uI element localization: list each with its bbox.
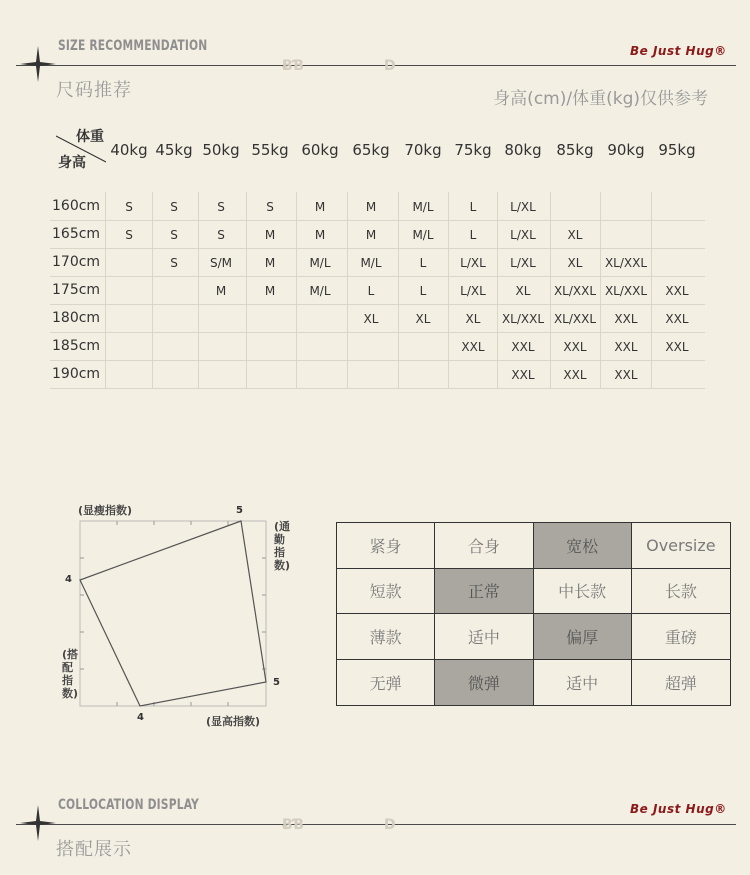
size-cell: M (264, 284, 276, 298)
weight-header: 90kg (607, 141, 645, 159)
table-row-divider (50, 220, 705, 221)
footer-divider (16, 824, 736, 825)
size-cell: M (365, 200, 377, 214)
attribute-cell: Oversize (632, 523, 730, 569)
decor-logo: ɃƁ (282, 58, 305, 74)
size-cell: XL (465, 312, 481, 326)
attribute-cell: 重磅 (632, 614, 730, 660)
table-row-divider (50, 360, 705, 361)
weight-header: 85kg (556, 141, 594, 159)
corner-height-label: 身高 (58, 155, 86, 171)
size-cell: XXL (665, 312, 689, 326)
radar-shape (80, 521, 266, 706)
section-title-en: COLLOCATION DISPLAY (58, 797, 199, 813)
decor-logo: D (384, 817, 396, 833)
size-cell: XL (363, 312, 379, 326)
size-cell: S (217, 200, 225, 214)
attribute-cell: 超弹 (664, 673, 697, 693)
radar-label-slim: (显瘦指数) (78, 504, 133, 517)
size-cell: XXL (614, 368, 638, 382)
size-cell: XL/XXL (553, 284, 597, 298)
section-title-zh: 搭配展示 (56, 839, 132, 860)
attribute-cell: 无弹 (337, 660, 435, 706)
table-row-divider (50, 248, 705, 249)
table-row-divider (50, 388, 705, 389)
radar-label-height: (显高指数) (206, 715, 261, 728)
weight-header: 50kg (202, 141, 240, 159)
section-title-en: SIZE RECOMMENDATION (58, 38, 208, 54)
size-cell: L (469, 228, 477, 242)
attribute-cell: 正常 (435, 569, 533, 615)
size-cell: M/L (360, 256, 382, 270)
height-label: 175cm (52, 282, 101, 298)
height-label: 165cm (52, 226, 101, 242)
header-divider (16, 65, 736, 66)
size-cell: XL/XXL (604, 284, 648, 298)
size-cell: XXL (563, 368, 587, 382)
attribute-cell: 长款 (632, 569, 730, 615)
size-cell: XL (515, 284, 531, 298)
size-cell: L/XL (510, 228, 536, 242)
size-cell: L (419, 284, 427, 298)
radar-value-commute: 5 (273, 677, 280, 688)
size-cell: XL/XXL (604, 256, 648, 270)
decor-logo: ɃƁ (282, 817, 305, 833)
radar-label-match: (搭配指数) (62, 648, 79, 700)
height-label: 180cm (52, 310, 101, 326)
table-col-divider (105, 192, 106, 388)
size-cell: S (266, 200, 274, 214)
height-label: 160cm (52, 198, 101, 214)
size-cell: XL (567, 228, 583, 242)
table-row-divider (50, 304, 705, 305)
radar-value-match: 4 (65, 574, 72, 585)
attribute-cell: 适中 (534, 660, 632, 706)
weight-header: 65kg (352, 141, 390, 159)
radar-chart (60, 500, 280, 730)
size-cell: XXL (511, 368, 535, 382)
size-cell: M/L (309, 284, 331, 298)
size-cell: M (314, 228, 326, 242)
size-cell: XXL (563, 340, 587, 354)
size-cell: M/L (412, 200, 434, 214)
size-cell: XL/XXL (501, 312, 545, 326)
weight-header: 70kg (404, 141, 442, 159)
table-row-divider (50, 276, 705, 277)
sparkle-icon (18, 44, 58, 84)
size-cell: XXL (461, 340, 485, 354)
table-row-divider (50, 332, 705, 333)
attribute-cell: 薄款 (337, 614, 435, 660)
size-cell: L (419, 256, 427, 270)
size-cell: S (125, 200, 133, 214)
size-cell: L/XL (460, 256, 486, 270)
size-cell: S (170, 228, 178, 242)
size-cell: XL (415, 312, 431, 326)
attribute-cell: 合身 (435, 523, 533, 569)
attribute-cell: 短款 (337, 569, 435, 615)
size-cell: M (365, 228, 377, 242)
size-cell: XL (567, 256, 583, 270)
size-cell: M (264, 256, 276, 270)
attribute-cell: 偏厚 (534, 614, 632, 660)
attribute-cell: 微弹 (435, 660, 533, 706)
size-cell: L (367, 284, 375, 298)
size-cell: M/L (412, 228, 434, 242)
size-cell: XXL (614, 340, 638, 354)
attribute-cell: 宽松 (534, 523, 632, 569)
radar-frame (80, 521, 266, 706)
size-cell: M (314, 200, 326, 214)
size-cell: XXL (614, 312, 638, 326)
size-cell: XXL (665, 284, 689, 298)
weight-header: 45kg (155, 141, 193, 159)
size-cell: M (215, 284, 227, 298)
size-cell: S (170, 200, 178, 214)
size-cell: M/L (309, 256, 331, 270)
size-cell: L/XL (460, 284, 486, 298)
brand-logo: Be Just Hug® (630, 44, 727, 58)
height-label: 170cm (52, 254, 101, 270)
brand-logo: Be Just Hug® (630, 802, 727, 816)
size-cell: L (469, 200, 477, 214)
decor-logo: D (384, 58, 396, 74)
size-cell: S/M (209, 256, 232, 270)
weight-header: 80kg (504, 141, 542, 159)
table-corner (56, 126, 106, 172)
fit-attribute-grid (336, 522, 731, 706)
weight-header: 75kg (454, 141, 492, 159)
size-cell: S (217, 228, 225, 242)
size-cell: S (125, 228, 133, 242)
corner-weight-label: 体重 (76, 129, 104, 145)
table-col-divider (152, 192, 153, 388)
reference-note: 身高(cm)/体重(kg)仅供参考 (493, 89, 708, 109)
size-cell: XL/XXL (553, 312, 597, 326)
weight-header: 40kg (110, 141, 148, 159)
radar-label-commute: (通勤指数) (274, 520, 291, 572)
size-cell: L/XL (510, 200, 536, 214)
attribute-cell: 中长款 (534, 569, 632, 615)
attribute-cell: 紧身 (337, 523, 435, 569)
section-title-zh: 尺码推荐 (56, 80, 132, 101)
height-label: 190cm (52, 366, 101, 382)
size-cell: XXL (665, 340, 689, 354)
height-label: 185cm (52, 338, 101, 354)
radar-value-height: 4 (137, 712, 144, 723)
radar-value-slim: 5 (236, 505, 243, 516)
size-cell: S (170, 256, 178, 270)
size-cell: XXL (511, 340, 535, 354)
weight-header: 95kg (658, 141, 696, 159)
weight-header: 55kg (251, 141, 289, 159)
size-cell: M (264, 228, 276, 242)
size-cell: L/XL (510, 256, 536, 270)
weight-header: 60kg (301, 141, 339, 159)
sparkle-icon (18, 803, 58, 843)
attribute-cell: 适中 (435, 614, 533, 660)
